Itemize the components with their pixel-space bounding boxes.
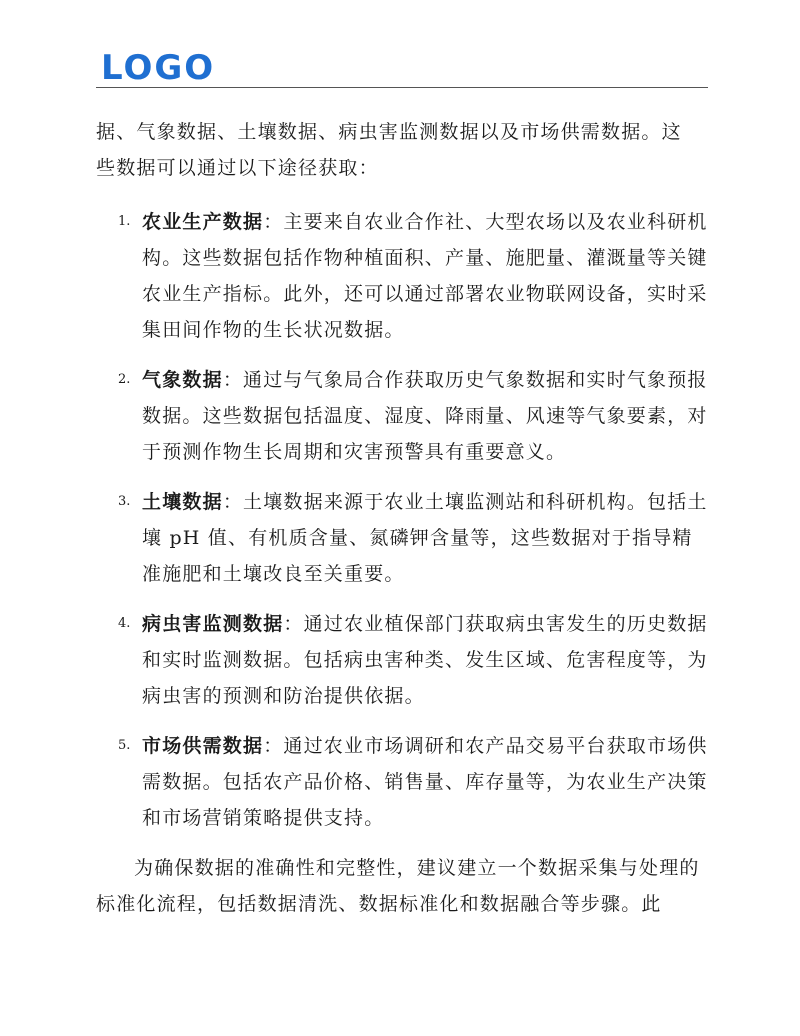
list-item-text: 土壤数据来源于农业土壤监测站和科研机构。包括土壤 pH 值、有机质含量、氮磷钾含量等，这些数据对于指导精准施肥和土壤改良至关重要。: [142, 491, 708, 585]
list-item-text: 通过农业植保部门获取病虫害发生的历史数据和实时监测数据。包括病虫害种类、发生区域、危害程度等，为病虫害的预测和防治提供依据。: [142, 613, 708, 707]
list-item-number: 2.: [118, 372, 131, 387]
list-item-text: 通过与气象局合作获取历史气象数据和实时气象预报数据。这些数据包括温度、湿度、降雨量、风速等气象要素，对于预测作物生长周期和灾害预警具有重要意义。: [142, 369, 708, 463]
intro-line-2: 些数据可以通过以下途径获取：: [96, 157, 379, 179]
list-item-text: 通过农业市场调研和农产品交易平台获取市场供需数据。包括农产品价格、销售量、库存量等，为农业生产决策和市场营销策略提供支持。: [142, 735, 708, 829]
list-item-colon: ：: [263, 211, 284, 233]
list-item-title: 病虫害监测数据: [142, 613, 284, 635]
list-item-title: 农业生产数据: [142, 211, 264, 233]
list-item-colon: ：: [263, 735, 284, 757]
list-item-title: 土壤数据: [142, 491, 223, 513]
data-source-list: [96, 204, 712, 836]
logo: LOGO: [101, 48, 216, 88]
closing-paragraph: 为确保数据的准确性和完整性，建议建立一个数据采集与处理的标准化流程，包括数据清洗、数据标准化和数据融合等步骤。此: [96, 857, 700, 915]
list-item-colon: ：: [283, 613, 304, 635]
intro-line-1: 据、气象数据、土壤数据、病虫害监测数据以及市场供需数据。这: [96, 121, 682, 143]
list-item-colon: ：: [222, 369, 244, 391]
document-body: [96, 114, 712, 922]
list-item: [96, 362, 712, 470]
list-item-colon: ：: [222, 491, 244, 513]
intro-paragraph: [96, 114, 712, 186]
list-item-number: 5.: [118, 738, 131, 753]
list-item-number: 1.: [118, 214, 131, 229]
header-divider: [96, 87, 708, 88]
list-item: [96, 728, 712, 836]
list-item: [96, 484, 712, 592]
list-item: [96, 204, 712, 348]
list-item-title: 市场供需数据: [142, 735, 264, 757]
list-item-number: 3.: [118, 494, 131, 509]
list-item: [96, 606, 712, 714]
list-item-title: 气象数据: [142, 369, 223, 391]
list-item-number: 4.: [118, 616, 131, 631]
list-item-text: 主要来自农业合作社、大型农场以及农业科研机构。这些数据包括作物种植面积、产量、施肥量、灌溉量等关键农业生产指标。此外，还可以通过部署农业物联网设备，实时采集田间作物的生长状况数据。: [142, 211, 708, 341]
